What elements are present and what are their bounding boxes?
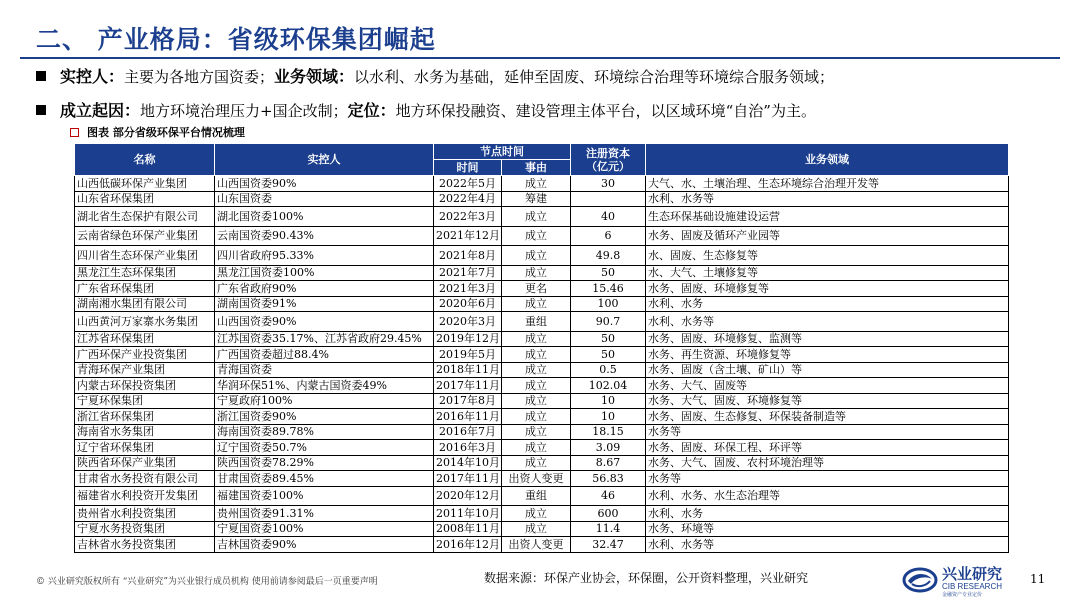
bullet-label-2: 定位： <box>347 101 396 120</box>
table-cell: 水利、水务等 <box>646 191 1009 207</box>
table-row <box>75 246 1009 266</box>
logo-text-cn: 兴业研究 <box>942 565 1003 583</box>
table-cell: 湖北国资委100% <box>215 207 434 227</box>
table-cell: 成立 <box>502 362 571 378</box>
table-cell: 内蒙古环保投资集团 <box>75 378 215 394</box>
table-cell: 水务、固废、环境修复等 <box>646 281 1009 297</box>
table-cell: 四川省政府95.33% <box>215 246 434 266</box>
table-row <box>75 207 1009 227</box>
table-row <box>75 347 1009 363</box>
table-cell: 山东省环保集团 <box>75 191 215 207</box>
copyright-note: © 兴业研究版权所有 “兴业研究”为兴业银行成员机构 使用前请参阅最后一页重要声明 <box>36 577 378 587</box>
table-cell: 云南省绿色环保产业集团 <box>75 226 215 246</box>
table-cell: 10 <box>571 393 646 409</box>
table-cell: 吉林省水务投资集团 <box>75 537 215 553</box>
bullet-label: 实控人： <box>60 67 125 86</box>
table-cell: 50 <box>571 331 646 347</box>
table-cell: 宁夏政府100% <box>215 393 434 409</box>
table-cell: 成立 <box>502 207 571 227</box>
table-cell: 18.15 <box>571 424 646 440</box>
table-cell: 山东国资委 <box>215 191 434 207</box>
cib-research-logo <box>902 562 1020 598</box>
header-capital: 注册资本（亿元） <box>571 144 646 176</box>
table-cell: 水务、固废、环境修复、监测等 <box>646 331 1009 347</box>
table-cell: 辽宁国资委50.7% <box>215 440 434 456</box>
table-cell: 江苏省环保集团 <box>75 331 215 347</box>
table-row <box>75 296 1009 312</box>
caption-box-icon <box>70 128 79 137</box>
table-cell: 华润环保51%、内蒙古国资委49% <box>215 378 434 394</box>
table-cell: 湖南国资委91% <box>215 296 434 312</box>
table-row <box>75 521 1009 537</box>
header-node-time: 节点时间 <box>434 144 571 160</box>
table-cell: 广东省环保集团 <box>75 281 215 297</box>
bullet-label: 成立起因： <box>60 101 141 120</box>
table-cell: 8.67 <box>571 455 646 471</box>
table-row <box>75 537 1009 553</box>
table-cell: 50 <box>571 347 646 363</box>
table-row <box>75 265 1009 281</box>
logo-text-en: CIB RESEARCH <box>942 582 1003 591</box>
bullet-text-2: 地方环保投融资、建设管理主体平台，以区域环境“自治”为主。 <box>395 102 816 120</box>
table-cell: 江苏国资委35.17%、江苏省政府29.45% <box>215 331 434 347</box>
header-event: 事由 <box>502 160 571 176</box>
table-cell: 成立 <box>502 176 571 192</box>
table-cell: 湖北省生态保护有限公司 <box>75 207 215 227</box>
table-row <box>75 312 1009 332</box>
page-title: 二、 产业格局：省级环保集团崛起 <box>36 25 436 54</box>
table-cell: 2016年3月 <box>434 440 502 456</box>
table-cell: 2016年12月 <box>434 537 502 553</box>
table-row <box>75 506 1009 522</box>
table-cell: 辽宁省环保集团 <box>75 440 215 456</box>
table-cell: 海南国资委89.78% <box>215 424 434 440</box>
bullet-text: 地方环境治理压力+国企改制； <box>140 102 348 120</box>
table-cell: 陕西国资委78.29% <box>215 455 434 471</box>
table-cell: 2021年8月 <box>434 246 502 266</box>
table-cell: 2021年3月 <box>434 281 502 297</box>
table-cell: 贵州国资委91.31% <box>215 506 434 522</box>
table-cell: 山西低碳环保产业集团 <box>75 176 215 192</box>
table-row <box>75 455 1009 471</box>
table-cell: 11.4 <box>571 521 646 537</box>
page-number: 11 <box>1030 572 1046 586</box>
table-row <box>75 440 1009 456</box>
table-cell: 青海环保产业集团 <box>75 362 215 378</box>
table-cell: 2021年7月 <box>434 265 502 281</box>
table-cell: 陕西省环保产业集团 <box>75 455 215 471</box>
table-cell: 成立 <box>502 393 571 409</box>
table-cell: 广东省政府90% <box>215 281 434 297</box>
table-cell: 生态环保基础设施建设运营 <box>646 207 1009 227</box>
table-cell: 100 <box>571 296 646 312</box>
table-cell: 水务、大气、固废、环境修复等 <box>646 393 1009 409</box>
table-cell: 56.83 <box>571 471 646 487</box>
table-cell: 贵州省水利投资集团 <box>75 506 215 522</box>
table-cell: 32.47 <box>571 537 646 553</box>
table-cell <box>571 191 646 207</box>
table-cell: 山西黄河万家寨水务集团 <box>75 312 215 332</box>
table-cell: 福建省水利投资开发集团 <box>75 486 215 506</box>
table-cell: 成立 <box>502 226 571 246</box>
table-cell: 水务等 <box>646 471 1009 487</box>
table-cell: 福建国资委100% <box>215 486 434 506</box>
table-row <box>75 471 1009 487</box>
bullet-label-2: 业务领域： <box>274 67 355 86</box>
table-cell: 成立 <box>502 440 571 456</box>
table-cell: 水务、固废、生态修复、环保装备制造等 <box>646 409 1009 425</box>
table-cell: 水务、固废、环保工程、环评等 <box>646 440 1009 456</box>
table-cell: 30 <box>571 176 646 192</box>
table-cell: 筹建 <box>502 191 571 207</box>
table-row <box>75 378 1009 394</box>
table-cell: 成立 <box>502 347 571 363</box>
table-cell: 云南国资委90.43% <box>215 226 434 246</box>
table-cell: 出资人变更 <box>502 471 571 487</box>
table-cell: 成立 <box>502 424 571 440</box>
table-cell: 2020年3月 <box>434 312 502 332</box>
table-cell: 水务、固废（含土壤、矿山）等 <box>646 362 1009 378</box>
header-business: 业务领域 <box>646 144 1009 176</box>
table-cell: 2021年12月 <box>434 226 502 246</box>
table-cell: 甘肃国资委89.45% <box>215 471 434 487</box>
table-cell: 出资人变更 <box>502 537 571 553</box>
header-time: 时间 <box>434 160 502 176</box>
table-row <box>75 362 1009 378</box>
table-row <box>75 393 1009 409</box>
table-cell: 山西国资委90% <box>215 176 434 192</box>
figure-caption <box>70 124 245 140</box>
header-controller: 实控人 <box>215 144 434 176</box>
table-row <box>75 226 1009 246</box>
table-cell: 2020年6月 <box>434 296 502 312</box>
table-cell: 水、固废、生态修复等 <box>646 246 1009 266</box>
table-cell: 重组 <box>502 312 571 332</box>
title-divider <box>20 57 1060 59</box>
table-cell: 湖南湘水集团有限公司 <box>75 296 215 312</box>
table-cell: 2017年11月 <box>434 471 502 487</box>
header-name: 名称 <box>75 144 215 176</box>
table-cell: 成立 <box>502 265 571 281</box>
data-source: 数据来源：环保产业协会，环保圈，公开资料整理，兴业研究 <box>484 571 809 585</box>
table-row <box>75 424 1009 440</box>
table-cell: 水务、再生资源、环境修复等 <box>646 347 1009 363</box>
table-cell: 吉林国资委90% <box>215 537 434 553</box>
bullet-square-icon <box>36 71 46 81</box>
table-cell: 水务、大气、固废等 <box>646 378 1009 394</box>
table-cell: 成立 <box>502 246 571 266</box>
table-cell: 水、大气、土壤修复等 <box>646 265 1009 281</box>
table-cell: 40 <box>571 207 646 227</box>
table-cell: 成立 <box>502 296 571 312</box>
table-row <box>75 191 1009 207</box>
table-cell: 水务、固废及循环产业园等 <box>646 226 1009 246</box>
table-cell: 浙江省环保集团 <box>75 409 215 425</box>
table-cell: 2019年5月 <box>434 347 502 363</box>
table-cell: 0.5 <box>571 362 646 378</box>
table-cell: 2017年11月 <box>434 378 502 394</box>
table-cell: 90.7 <box>571 312 646 332</box>
table-cell: 甘肃省水务投资有限公司 <box>75 471 215 487</box>
table-cell: 黑龙江国资委100% <box>215 265 434 281</box>
table-cell: 大气、水、土壤治理、生态环境综合治理开发等 <box>646 176 1009 192</box>
table-cell: 2022年4月 <box>434 191 502 207</box>
table-cell: 2014年10月 <box>434 455 502 471</box>
table-cell: 水务、大气、固废、农村环境治理等 <box>646 455 1009 471</box>
table-row <box>75 281 1009 297</box>
table-cell: 3.09 <box>571 440 646 456</box>
table-cell: 海南省水务集团 <box>75 424 215 440</box>
table-cell: 2016年7月 <box>434 424 502 440</box>
table-cell: 水利、水务等 <box>646 312 1009 332</box>
table-cell: 黑龙江生态环保集团 <box>75 265 215 281</box>
swirl-logo-icon <box>902 566 938 594</box>
table-cell: 成立 <box>502 455 571 471</box>
table-cell: 2022年5月 <box>434 176 502 192</box>
table-cell: 102.04 <box>571 378 646 394</box>
table-cell: 成立 <box>502 378 571 394</box>
table-row <box>75 176 1009 192</box>
table-cell: 15.46 <box>571 281 646 297</box>
table-cell: 成立 <box>502 521 571 537</box>
table-cell: 广西环保产业投资集团 <box>75 347 215 363</box>
caption-text: 图表 部分省级环保平台情况梳理 <box>87 126 245 139</box>
table-row <box>75 331 1009 347</box>
platform-table <box>74 143 1009 553</box>
table-cell: 成立 <box>502 331 571 347</box>
table-cell: 成立 <box>502 409 571 425</box>
table-cell: 宁夏水务投资集团 <box>75 521 215 537</box>
table-cell: 水利、水务 <box>646 296 1009 312</box>
bullet-origin <box>36 98 816 121</box>
table-cell: 46 <box>571 486 646 506</box>
bullet-text: 主要为各地方国资委； <box>124 68 275 86</box>
table-cell: 宁夏国资委100% <box>215 521 434 537</box>
table-cell: 浙江国资委90% <box>215 409 434 425</box>
table-cell: 10 <box>571 409 646 425</box>
table-body <box>75 176 1009 553</box>
bullet-controller <box>36 64 834 87</box>
table-cell: 更名 <box>502 281 571 297</box>
table-cell: 49.8 <box>571 246 646 266</box>
table-cell: 600 <box>571 506 646 522</box>
bullet-square-icon <box>36 105 46 115</box>
table-cell: 2018年11月 <box>434 362 502 378</box>
table-cell: 水利、水务 <box>646 506 1009 522</box>
table-cell: 2016年11月 <box>434 409 502 425</box>
table-cell: 宁夏环保集团 <box>75 393 215 409</box>
table-cell: 四川省生态环保产业集团 <box>75 246 215 266</box>
bullet-text-2: 以水利、水务为基础，延伸至固废、环境综合治理等环境综合服务领域； <box>354 68 835 86</box>
table-cell: 2022年3月 <box>434 207 502 227</box>
table-cell: 青海国资委 <box>215 362 434 378</box>
table-row <box>75 486 1009 506</box>
table-cell: 6 <box>571 226 646 246</box>
table-cell: 2019年12月 <box>434 331 502 347</box>
table-cell: 水务、环境等 <box>646 521 1009 537</box>
table-cell: 50 <box>571 265 646 281</box>
table-cell: 水务等 <box>646 424 1009 440</box>
table-cell: 广西国资委超过88.4% <box>215 347 434 363</box>
table-cell: 水利、水务等 <box>646 537 1009 553</box>
table-row <box>75 409 1009 425</box>
table-cell: 2017年8月 <box>434 393 502 409</box>
logo-text-sub: 金融资产专业定价 <box>942 592 983 598</box>
table-cell: 2011年10月 <box>434 506 502 522</box>
table-cell: 山西国资委90% <box>215 312 434 332</box>
table-cell: 水利、水务、水生态治理等 <box>646 486 1009 506</box>
table-cell: 2008年11月 <box>434 521 502 537</box>
table-cell: 重组 <box>502 486 571 506</box>
table-cell: 2020年12月 <box>434 486 502 506</box>
table-cell: 成立 <box>502 506 571 522</box>
